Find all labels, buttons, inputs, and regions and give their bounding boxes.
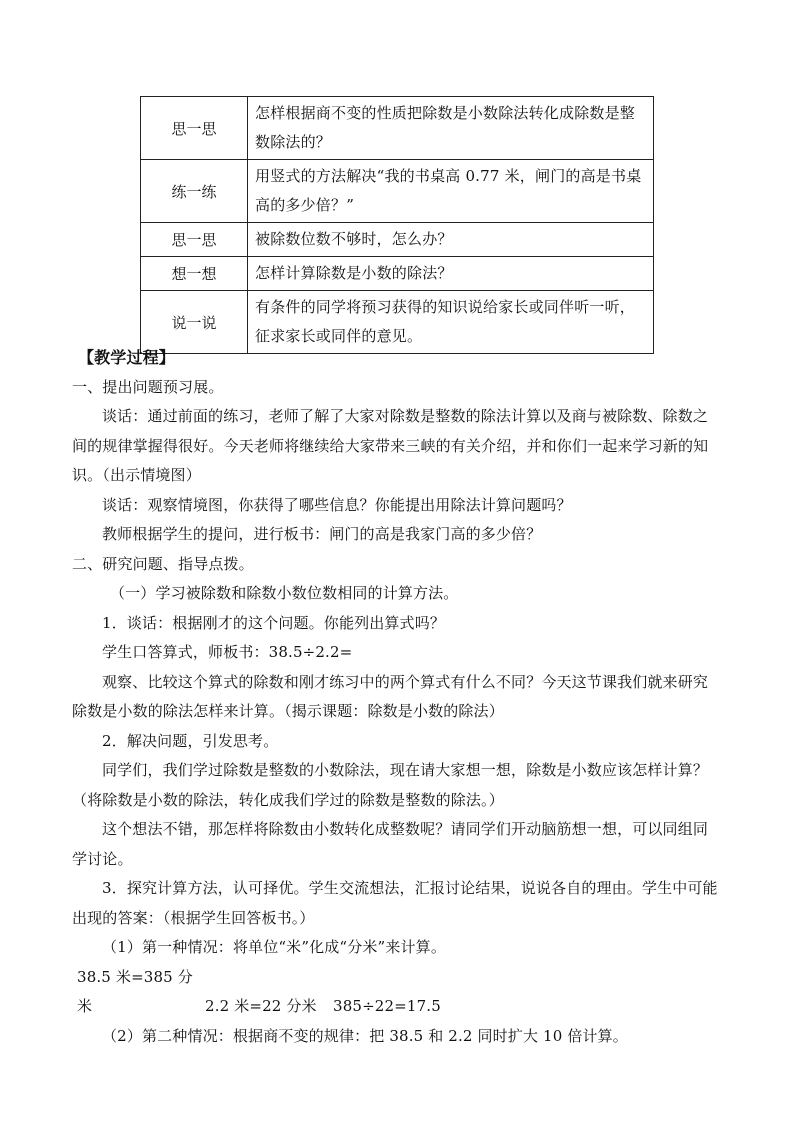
math-line: [72, 963, 722, 1022]
paragraph: 这个想法不错，那怎样将除数由小数转化成整数呢？请同学们开动脑筋想一想，可以同组同学讨论。: [72, 820, 709, 868]
table-row: [141, 97, 654, 160]
math-item: 2.2 米=22 分米: [205, 997, 317, 1015]
table-row: [141, 257, 654, 291]
row-content: 怎样计算除数是小数的除法？: [248, 257, 654, 291]
row-content: 怎样根据商不变的性质把除数是小数除法转化成除数是整数除法的？: [248, 97, 654, 160]
paragraph: 一、提出问题预习展。: [72, 377, 224, 396]
paragraph: 2．解决问题，引发思考。: [102, 731, 279, 750]
paragraph: （1）第一种情况：将单位“米”化成“分米”来计算。: [102, 938, 446, 956]
paragraph: 同学们，我们学过除数是整数的小数除法，现在请大家想一想，除数是小数应该怎样计算？（将除数是小数的除法，转化成我们学过的除数是整数的除法。）: [72, 761, 709, 809]
row-content: 用竖式的方法解决“我的书桌高 0.77 米，闸门的高是书桌高的多少倍？”: [248, 160, 654, 223]
paragraph: 1．谈话：根据刚才的这个问题。你能列出算式吗？: [102, 613, 445, 632]
row-content: 被除数位数不够时，怎么办？: [248, 223, 654, 257]
paragraph: （一）学习被除数和除数小数位数相同的计算方法。: [110, 584, 459, 602]
paragraph: 3．探究计算方法，认可择优。学生交流想法，汇报讨论结果，说说各自的理由。学生中可能出现的答案：（根据学生回答板书。）: [72, 879, 718, 927]
paragraph: 观察、比较这个算式的除数和刚才练习中的两个算式有什么不同？今天这节课我们就来研究除数是小数的除法怎样来计算。（揭示课题：除数是小数的除法）: [72, 672, 709, 720]
row-label: 说一说: [141, 291, 248, 354]
table-row: [141, 223, 654, 257]
paragraph: 谈话：观察情境图，你获得了哪些信息？你能提出用除法计算问题吗？: [102, 495, 572, 514]
section-title: 【教学过程】: [78, 348, 175, 367]
preview-task-table: [140, 96, 654, 354]
paragraph: 二、研究问题、指导点拨。: [72, 554, 254, 573]
row-content: 有条件的同学将预习获得的知识说给家长或同伴听一听，征求家长或同伴的意见。: [248, 291, 654, 354]
table-row: [141, 160, 654, 223]
lesson-body: [72, 343, 722, 1051]
math-item: 385÷22=17.5: [333, 997, 441, 1015]
paragraph: 谈话：通过前面的练习，老师了解了大家对除数是整数的除法计算以及商与被除数、除数之间的规律掌握得很好。今天老师将继续给大家带来三峡的有关介绍，并和你们一起来学习新的知识。（出示情境图）: [72, 407, 709, 484]
math-item: 38.5 米=385 分米: [77, 967, 193, 1015]
row-label: 练一练: [141, 160, 248, 223]
row-label: 思一思: [141, 97, 248, 160]
row-label: 想一想: [141, 257, 248, 291]
paragraph: （2）第二种情况：根据商不变的规律：把 38.5 和 2.2 同时扩大 10 倍计算。: [102, 1026, 628, 1045]
paragraph: 学生口答算式，师板书：38.5÷2.2=: [102, 643, 353, 661]
row-label: 思一思: [141, 223, 248, 257]
paragraph: 教师根据学生的提问，进行板书：闸门的高是我家门高的多少倍？: [102, 525, 542, 543]
